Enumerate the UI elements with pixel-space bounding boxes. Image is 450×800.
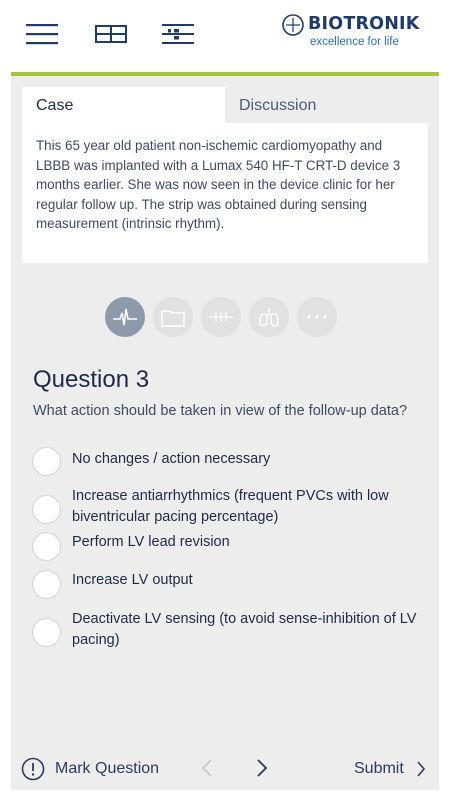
tab-bar [22,87,428,123]
option-label: Deactivate LV sensing (to avoid sense-inhibition of LV pacing) [72,611,417,648]
answer-option-4[interactable] [32,570,422,600]
radio-button[interactable] [32,532,61,561]
biotronik-badge-icon [282,14,304,36]
next-button[interactable] [256,758,268,783]
option-label: Increase LV output [72,572,193,588]
list-dots-icon [162,23,194,45]
biotronik-logo [282,12,442,52]
step-lungs[interactable] [249,297,289,337]
tab-case[interactable]: Case [22,87,225,123]
answer-option-1[interactable] [32,447,422,477]
list-view-button[interactable] [162,14,194,54]
hamburger-menu-button[interactable] [26,14,58,54]
answer-option-5[interactable] [32,609,422,653]
exclamation-circle-icon [21,757,45,781]
answer-option-2[interactable] [32,486,422,530]
step-pacing[interactable] [201,297,241,337]
previous-button[interactable] [201,758,213,783]
radio-button[interactable] [32,570,61,599]
case-description: This 65 year old patient non-ischemic cardiomyopathy and LBBB was implanted with a Lumax 540 HF-T CRT-D device 3 months earlier. She was now seen in the device clinic for her regular follow up. The strip was obtained during sensing measurement (intrinsic rhythm). [22,123,428,263]
chevron-right-icon [256,758,268,778]
step-folder[interactable] [153,297,193,337]
lungs-icon [257,306,281,328]
answer-option-3[interactable] [32,532,422,562]
grid-view-button[interactable] [95,14,127,54]
question-title: Question 3 [33,366,150,393]
radio-button[interactable] [32,618,61,647]
radio-button[interactable] [32,495,61,524]
mark-question-button[interactable] [21,755,159,783]
chevron-left-icon [201,758,213,778]
tab-discussion[interactable]: Discussion [239,97,317,114]
step-navigation [105,297,345,337]
submit-label: Submit [354,760,404,777]
main-panel [11,72,439,790]
step-ecg[interactable] [105,297,145,337]
mark-question-label: Mark Question [55,760,160,777]
footer-bar [11,750,439,790]
radio-button[interactable] [32,447,61,476]
app-header [0,0,450,72]
folder-icon [161,307,185,327]
submit-button[interactable] [354,755,426,783]
question-text: What action should be taken in view of the follow-up data? [33,403,408,419]
logo-tagline: excellence for life [310,36,399,48]
option-label: Increase antiarrhythmics (frequent PVCs with low biventricular pacing percentage) [72,488,389,525]
logo-name: BIOTRONIK [308,14,420,34]
more-dots-icon [305,314,329,320]
submit-chevron-icon [416,760,426,778]
pacing-spikes-icon [208,309,234,325]
option-label: Perform LV lead revision [72,534,230,550]
hamburger-icon [26,23,58,45]
grid-view-icon [95,25,127,43]
option-label: No changes / action necessary [72,451,271,467]
ecg-waveform-icon [112,306,138,328]
step-more[interactable] [297,297,337,337]
